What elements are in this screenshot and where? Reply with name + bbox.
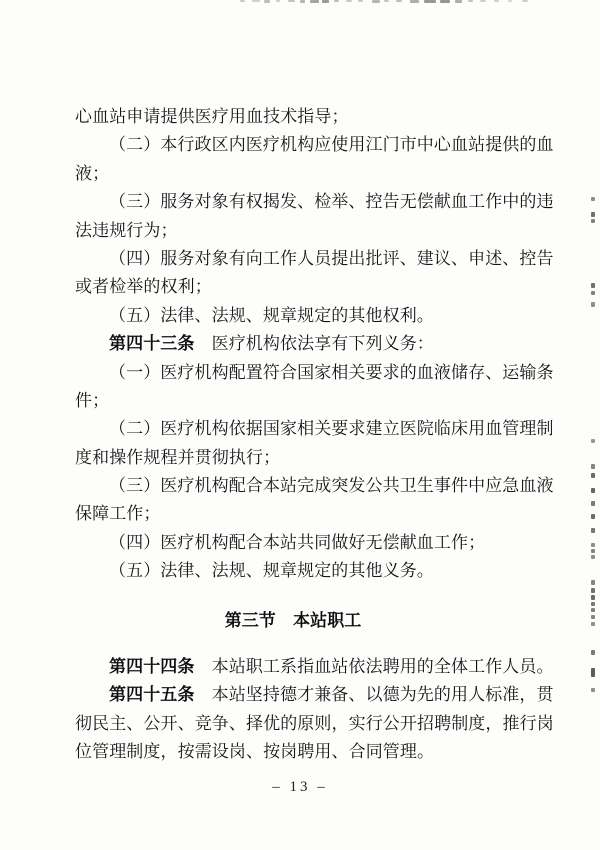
scan-speck	[591, 464, 595, 469]
text-line: （三）医疗机构配合本站完成突发公共卫生事件中应急血液	[109, 476, 554, 496]
scan-speck	[591, 514, 595, 519]
document-body	[75, 103, 554, 767]
scan-speck	[591, 650, 595, 655]
scan-speck	[300, 0, 305, 3]
scan-speck	[591, 302, 595, 307]
scan-speck	[591, 602, 595, 606]
text-line: 或者检举的权利；	[75, 277, 212, 297]
scan-speck	[508, 0, 512, 2]
section-heading	[75, 607, 511, 635]
scan-speck	[384, 0, 389, 2]
scan-speck	[591, 555, 595, 559]
scan-speck	[468, 0, 473, 2]
text-line: 第四十五条 本站坚持德才兼备、以德为先的用人标准，贯	[109, 685, 554, 705]
scan-speck	[346, 0, 352, 2]
scan-speck	[591, 212, 595, 217]
scan-speck	[288, 0, 295, 2]
scan-speck	[322, 0, 329, 3]
scan-speck	[334, 0, 339, 2]
scan-speck	[591, 688, 595, 692]
scan-speck	[591, 439, 595, 443]
bold-article-label: 第四十三条	[109, 334, 195, 354]
bold-article-label: 第四十五条	[109, 685, 195, 705]
text-line: （三）服务对象有权揭发、检举、控告无偿献血工作中的违	[109, 192, 554, 212]
scan-speck	[591, 488, 595, 493]
text-line: （二）本行政区内医疗机构应使用江门市中心血站提供的血	[109, 135, 554, 155]
text-line: 第四十四条 本站职工系指血站依法聘用的全体工作人员。	[109, 657, 554, 677]
scan-speck	[591, 608, 595, 612]
scan-speck	[372, 0, 380, 3]
text-line: 液；	[75, 163, 110, 183]
scan-speck	[591, 528, 595, 533]
bold-article-label: 第三节 本站职工	[224, 610, 362, 630]
text-line: 度和操作规程并贯彻执行；	[75, 447, 281, 467]
scan-speck	[591, 549, 595, 553]
scan-speck	[276, 0, 280, 2]
text-line: （五）法律、法规、规章规定的其他权利。	[109, 305, 434, 325]
scan-speck	[591, 283, 595, 288]
text-line: （五）法律、法规、规章规定的其他义务。	[109, 561, 434, 581]
page-number: – 13 –	[272, 779, 328, 795]
text-line: 保障工作；	[75, 504, 161, 524]
scan-speck	[455, 0, 462, 3]
scan-speck	[591, 291, 595, 295]
scan-speck	[522, 0, 528, 2]
text-line: 心血站申请提供医疗用血技术指导；	[75, 107, 349, 126]
bold-article-label: 第四十四条	[109, 657, 195, 677]
scan-speck	[591, 668, 595, 677]
text-line: （一）医疗机构配置符合国家相关要求的血液储存、运输条	[109, 362, 554, 382]
scan-speck	[480, 0, 486, 2]
scan-speck	[396, 0, 402, 2]
scan-speck	[591, 615, 595, 619]
scan-speck	[358, 0, 363, 2]
scan-speck	[591, 595, 595, 600]
scan-speck	[252, 0, 260, 2]
text-line: （四）医疗机构配合本站共同做好无偿献血工作；	[109, 532, 486, 552]
scan-speck	[591, 197, 595, 201]
scan-speck	[591, 622, 595, 626]
text-line: 法违规行为；	[75, 220, 178, 240]
scan-speck	[591, 219, 595, 223]
scan-speck	[591, 473, 595, 478]
scan-speck	[440, 0, 450, 3]
scan-speck	[410, 0, 419, 3]
text-line: 第四十三条 医疗机构依法享有下列义务：	[109, 334, 434, 354]
scan-speck	[591, 543, 595, 547]
scan-speck	[424, 0, 436, 3]
scan-speck	[591, 580, 595, 585]
scan-speck	[494, 0, 499, 2]
text-line: 件；	[75, 390, 110, 410]
scan-speck	[264, 0, 270, 3]
text-line: 彻民主、公开、竞争、择优的原则，实行公开招聘制度，推行岗	[75, 713, 554, 733]
text-line: （二）医疗机构依据国家相关要求建立医院临床用血管理制	[109, 419, 554, 439]
text-line: 位管理制度，按需设岗、按岗聘用、合同管理。	[75, 742, 435, 762]
scan-speck	[591, 501, 595, 506]
scan-speck	[591, 588, 595, 593]
text-line: （四）服务对象有向工作人员提出批评、建议、申述、控告	[109, 248, 554, 268]
scan-speck	[310, 0, 319, 3]
scan-speck	[240, 0, 245, 2]
